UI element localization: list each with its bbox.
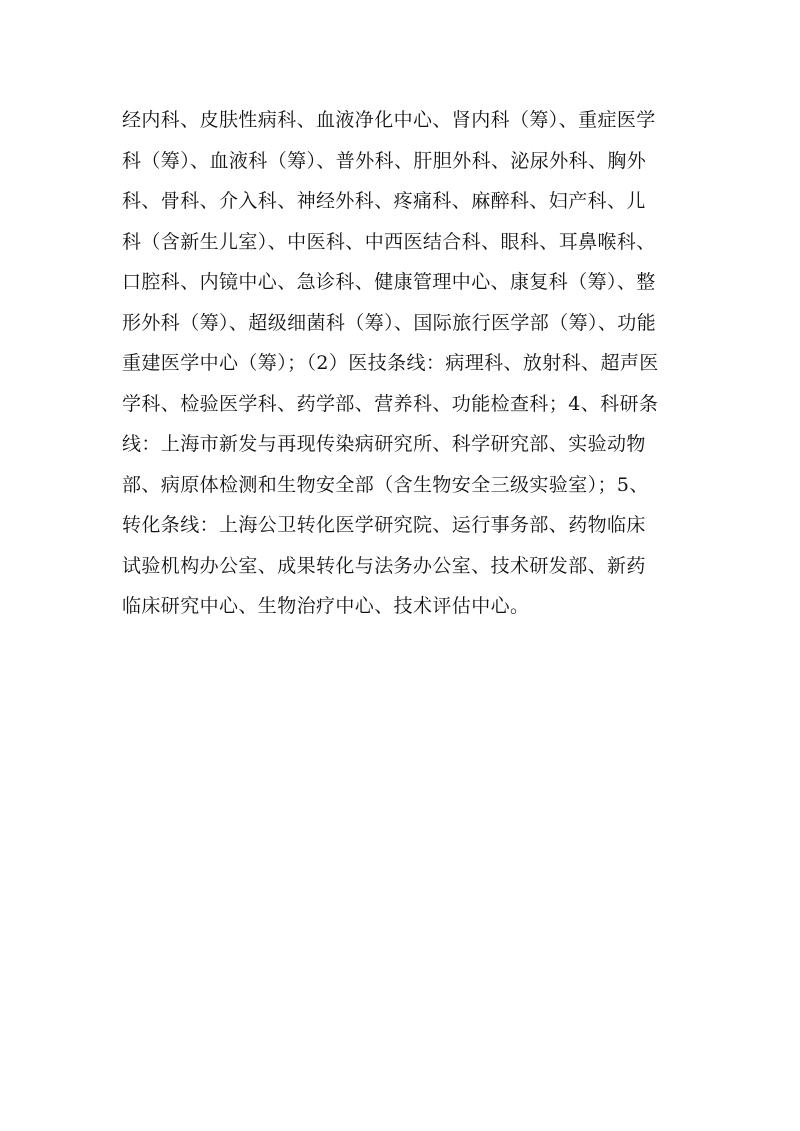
text-line: 转化条线：上海公卫转化医学研究院、运行事务部、药物临床 [122,514,646,536]
text-line: 科（含新生儿室）、中医科、中西医结合科、眼科、耳鼻喉科、 [122,230,656,253]
text-line: 科、骨科、介入科、神经外科、疼痛科、麻醉科、妇产科、儿 [122,190,646,212]
text-line: 学科、检验医学科、药学部、营养科、功能检查科；4、科研条 [122,392,659,415]
text-line: 临床研究中心、生物治疗中心、技术评估中心。 [122,595,530,617]
text-line: 部、病原体检测和生物安全部（含生物安全三级实验室）；5、 [122,473,649,496]
text-line: 重建医学中心（筹）；（2）医技条线：病理科、放射科、超声医 [122,352,659,374]
body-paragraph [122,100,682,627]
text-line: 科（筹）、血液科（筹）、普外科、肝胆外科、泌尿外科、胸外 [122,149,647,172]
text-line: 线：上海市新发与再现传染病研究所、科学研究部、实验动物 [122,433,646,455]
text-line: 经内科、皮肤性病科、血液净化中心、肾内科（筹）、重症医学 [122,109,656,131]
text-line: 试验机构办公室、成果转化与法务办公室、技术研发部、新药 [122,554,646,577]
text-line: 口腔科、内镜中心、急诊科、健康管理中心、康复科（筹）、整 [122,271,656,293]
text-line: 形外科（筹）、超级细菌科（筹）、国际旅行医学部（筹）、功能 [122,311,657,334]
